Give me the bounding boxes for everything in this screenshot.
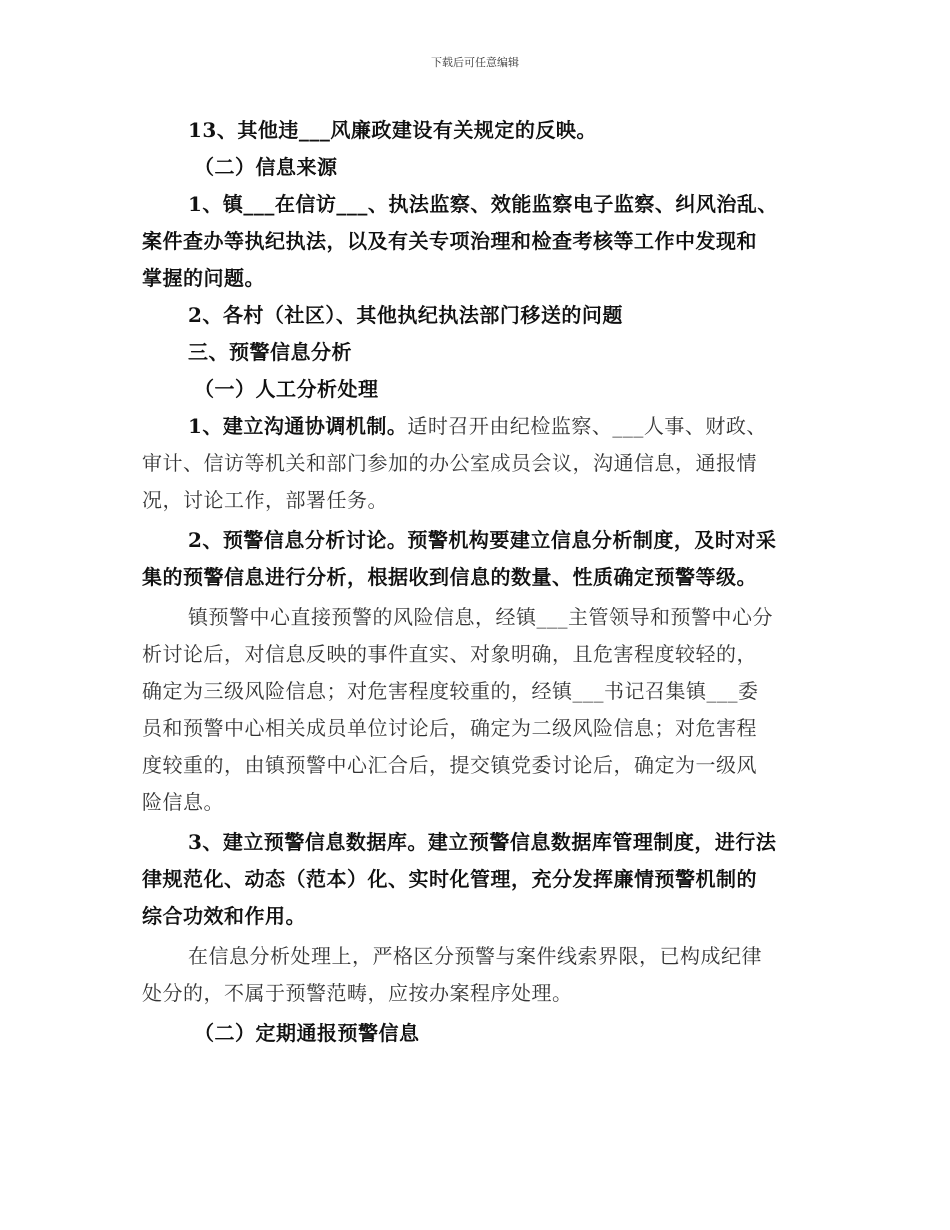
- paragraph-line: 在信息分析处理上，严格区分预警与案件线索界限，已构成纪律: [188, 944, 762, 968]
- paragraph-line: 1、镇___在信访___、执法监察、效能监察电子监察、纠风治乱、: [188, 192, 778, 216]
- paragraph-line: 险信息。: [142, 790, 224, 814]
- section-heading-info-source: （二）信息来源: [194, 155, 338, 179]
- paragraph-line: 律规范化、动态（范本）化、实时化管理，充分发挥廉情预警机制的: [142, 867, 757, 891]
- paragraph-line: 综合功效和作用。: [142, 904, 306, 928]
- paragraph-line: 2、各村（社区）、其他执纪执法部门移送的问题: [188, 303, 623, 327]
- paragraph-line: [142, 408, 810, 445]
- paragraph-line: 审计、信访等机关和部门参加的办公室成员会议，沟通信息，通报情: [142, 451, 757, 475]
- list-item-13: 13、其他违___风廉政建设有关规定的反映。: [188, 118, 597, 142]
- paragraph-line: 况，讨论工作，部署任务。: [142, 488, 388, 512]
- section-heading-manual-analysis: （一）人工分析处理: [194, 377, 379, 401]
- paragraph-line: 案件查办等执纪执法，以及有关专项治理和检查考核等工作中发现和: [142, 229, 757, 253]
- paragraph-line: 处分的，不属于预警范畴，应按办案程序处理。: [142, 981, 573, 1005]
- chapter-heading-analysis: 三、预警信息分析: [188, 340, 352, 364]
- paragraph-line: 镇预警中心直接预警的风险信息，经镇___主管领导和预警中心分: [188, 605, 773, 629]
- paragraph-line: 度较重的，由镇预警中心汇合后，提交镇党委讨论后，确定为一级风: [142, 753, 757, 777]
- item-title: 1、建立沟通协调机制。: [188, 414, 408, 438]
- paragraph-line: 掌握的问题。: [142, 266, 265, 290]
- paragraph-line: 析讨论后，对信息反映的事件直实、对象明确，且危害程度较轻的，: [142, 642, 757, 666]
- paragraph-line: 员和预警中心相关成员单位讨论后，确定为二级风险信息；对危害程: [142, 716, 757, 740]
- section-heading-regular-report: （二）定期通报预警信息: [194, 1021, 420, 1045]
- page-header-note: 下载后可任意编辑: [431, 56, 519, 69]
- paragraph-line: 确定为三级风险信息；对危害程度较重的，经镇___书记召集镇___委: [142, 679, 759, 703]
- paragraph-line: 3、建立预警信息数据库。建立预警信息数据库管理制度，进行法: [188, 830, 777, 854]
- document-body: [142, 112, 810, 1052]
- paragraph-line: 2、预警信息分析讨论。预警机构要建立信息分析制度，及时对采: [188, 528, 777, 552]
- item-text: 适时召开由纪检监察、___人事、财政、: [407, 414, 767, 438]
- paragraph-line: 集的预警信息进行分析，根据收到信息的数量、性质确定预警等级。: [142, 565, 757, 589]
